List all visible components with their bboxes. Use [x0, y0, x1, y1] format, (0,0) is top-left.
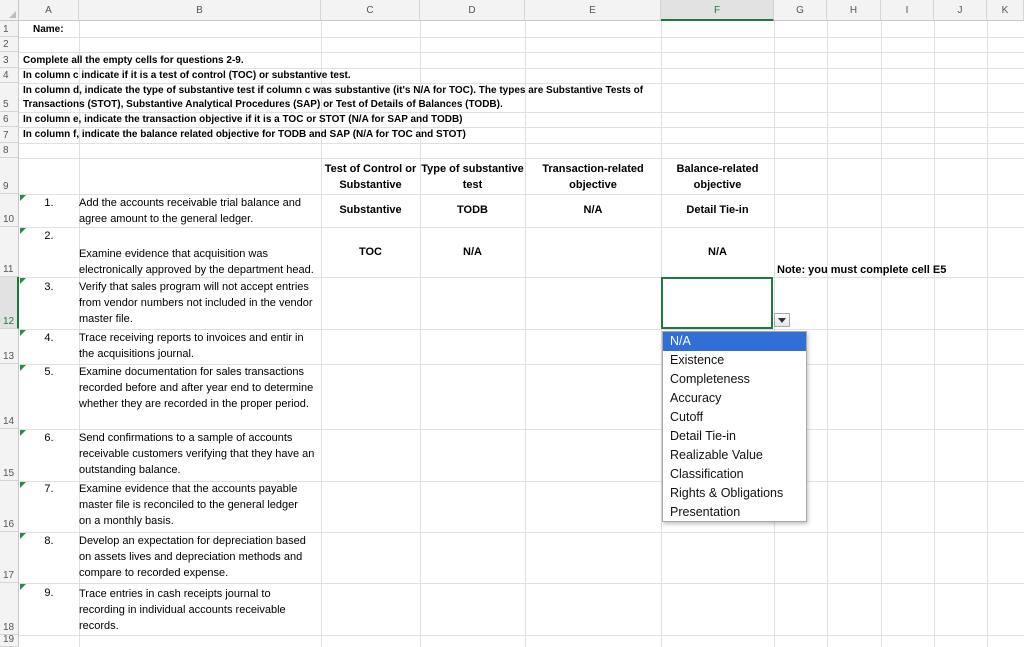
cell-f11[interactable]: N/A [708, 246, 727, 258]
row-header-1[interactable]: 1 [0, 21, 19, 37]
description-line: receivable customers verifying that they have an [79, 448, 315, 460]
cell-c11[interactable]: TOC [358, 246, 383, 258]
gridline [19, 158, 1024, 159]
header-line: Substantive [339, 179, 402, 191]
description-line: master file. [79, 313, 133, 325]
row-header-5[interactable]: 5 [0, 83, 19, 112]
item-number[interactable]: 4. [44, 332, 54, 344]
item-number[interactable]: 3. [44, 281, 54, 293]
description-line: Trace receiving reports to invoices and entir in [79, 332, 304, 344]
dropdown-option-accuracy[interactable]: Accuracy [670, 391, 722, 405]
description-line: Develop an expectation for depreciation based [79, 535, 306, 547]
cell-d11[interactable]: N/A [463, 246, 482, 258]
description-line: from vendor numbers not included in the vendor [79, 297, 313, 309]
header-line: Balance-related [676, 163, 759, 175]
item-description[interactable] [79, 481, 319, 529]
description-line: on a monthly basis. [79, 515, 174, 527]
header-line: Transaction-related [542, 163, 644, 175]
instruction-line[interactable]: Transactions (STOT), Substantive Analytical Procedures (SAP) or Test of Details of Balances (TODB). [23, 99, 503, 110]
item-number[interactable]: 7. [44, 483, 54, 495]
item-number[interactable]: 8. [44, 535, 54, 547]
dropdown-option-presentation[interactable]: Presentation [670, 505, 741, 519]
row-header-8[interactable]: 8 [0, 143, 19, 158]
instruction-line[interactable]: In column f, indicate the balance related objective for TODB and SAP (N/A for TOC and STOT) [23, 129, 466, 140]
gridline [525, 21, 526, 647]
description-line: records. [79, 620, 119, 632]
item-description[interactable] [79, 330, 319, 362]
item-number[interactable]: 9. [44, 587, 54, 599]
cell-d10[interactable]: TODB [457, 204, 488, 216]
column-header-c[interactable]: C [321, 0, 420, 21]
dropdown-option-na[interactable]: N/A [663, 332, 806, 351]
header-line: objective [693, 179, 742, 191]
item-number[interactable]: 1. [44, 197, 54, 209]
header-line: Test of Control or [324, 163, 417, 175]
header-line: objective [569, 179, 617, 191]
instruction-line[interactable]: In column e, indicate the transaction objective if it is a TOC or STOT (N/A for SAP and TODB) [23, 114, 463, 125]
header-test-type[interactable] [321, 161, 420, 193]
item-description[interactable] [79, 246, 319, 278]
row-header-9[interactable]: 9 [0, 158, 19, 194]
row-header-19[interactable]: 19 [0, 635, 19, 647]
instruction-line[interactable]: In column c indicate if it is a test of control (TOC) or substantive test. [23, 70, 351, 81]
item-description[interactable] [79, 586, 319, 634]
instruction-line[interactable]: In column d, indicate the type of substantive test if column c was substantive (it's N/A for TOC). The types are Substantive Tests of [23, 85, 644, 96]
description-line: Add the accounts receivable trial balance and [79, 197, 301, 209]
row-header-10[interactable]: 10 [0, 194, 19, 227]
validation-dropdown-list[interactable] [662, 331, 807, 522]
dropdown-option-cutoff[interactable]: Cutoff [670, 410, 704, 424]
header-balance-objective[interactable] [661, 161, 774, 193]
row-header-16[interactable]: 16 [0, 481, 19, 532]
row-header-17[interactable]: 17 [0, 532, 19, 583]
column-header-k[interactable]: K [987, 0, 1024, 21]
description-line: electronically approved by the department head. [79, 264, 314, 276]
description-line: Examine evidence that acquisition was [79, 248, 268, 260]
gridline [19, 583, 1024, 584]
item-number[interactable]: 6. [44, 432, 54, 444]
note-text[interactable]: Note: you must complete cell E5 [777, 264, 947, 276]
select-all-corner[interactable] [0, 0, 19, 21]
description-line: on assets lives and depreciation methods and [79, 551, 303, 563]
column-header-h[interactable]: H [827, 0, 881, 21]
row-header-4[interactable]: 4 [0, 68, 19, 83]
row-header-13[interactable]: 13 [0, 329, 19, 364]
row-header-2[interactable]: 2 [0, 37, 19, 52]
dropdown-option-completeness[interactable]: Completeness [670, 372, 750, 386]
gridline [934, 21, 935, 647]
gridline [19, 635, 1024, 636]
item-description[interactable] [79, 195, 319, 227]
description-line: outstanding balance. [79, 464, 181, 476]
column-header-e[interactable]: E [525, 0, 661, 21]
gridline [987, 21, 988, 647]
dropdown-option-classification[interactable]: Classification [670, 467, 744, 481]
cell-f10[interactable]: Detail Tie-in [686, 204, 749, 216]
description-line: recorded before and after year end to determine [79, 382, 314, 394]
description-line: Send confirmations to a sample of accounts [79, 432, 293, 444]
gridline [827, 21, 828, 647]
description-line: Verify that sales program will not accept entries [79, 281, 309, 293]
row-header-11[interactable]: 11 [0, 227, 19, 277]
dropdown-arrow-button[interactable] [774, 313, 790, 327]
description-line: agree amount to the general ledger. [79, 213, 254, 225]
column-header-b[interactable]: B [79, 0, 321, 21]
gridline [19, 227, 1024, 228]
name-label[interactable]: Name: [33, 24, 64, 35]
description-line: Examine evidence that the accounts payable [79, 483, 298, 495]
description-line: Trace entries in cash receipts journal to [79, 588, 271, 600]
item-description[interactable] [79, 533, 319, 581]
row-header-3[interactable]: 3 [0, 52, 19, 68]
description-line: compare to recorded expense. [79, 567, 229, 579]
item-number[interactable]: 2. [44, 230, 54, 242]
row-header-6[interactable]: 6 [0, 112, 19, 127]
dropdown-option-existence[interactable]: Existence [670, 353, 725, 367]
description-line: the acquisitions journal. [79, 348, 194, 360]
gridline [881, 21, 882, 647]
row-header-15[interactable]: 15 [0, 429, 19, 481]
gridline [19, 143, 1024, 144]
cell-e10[interactable]: N/A [583, 204, 603, 216]
row-header-12[interactable]: 12 [0, 277, 19, 329]
row-header-7[interactable]: 7 [0, 127, 19, 143]
item-number[interactable]: 5. [44, 366, 54, 378]
header-transaction-objective[interactable] [525, 161, 661, 193]
header-substantive-type[interactable] [420, 161, 525, 193]
column-header-i[interactable]: I [881, 0, 934, 21]
header-line: test [462, 179, 483, 191]
description-line: whether they are recorded in the proper period. [79, 398, 309, 410]
description-line: recording in individual accounts receivable [79, 604, 286, 616]
column-header-j[interactable]: J [934, 0, 987, 21]
selected-cell-f12[interactable] [661, 277, 773, 329]
column-header-a[interactable]: A [19, 0, 79, 21]
item-description[interactable] [79, 364, 319, 412]
column-header-f[interactable]: F [661, 0, 774, 21]
column-header-g[interactable]: G [774, 0, 827, 21]
row-header-18[interactable]: 18 [0, 583, 19, 635]
dropdown-option-rights-obligations[interactable]: Rights & Obligations [670, 486, 784, 500]
description-line: Examine documentation for sales transactions [79, 366, 305, 378]
item-description[interactable] [79, 430, 319, 478]
item-description[interactable] [79, 279, 319, 327]
row-header-14[interactable]: 14 [0, 364, 19, 429]
gridline [19, 37, 1024, 38]
header-line: Type of substantive [421, 163, 524, 175]
cell-c10[interactable]: Substantive [339, 204, 402, 216]
dropdown-option-realizable-value[interactable]: Realizable Value [670, 448, 763, 462]
dropdown-option-detail-tie-in[interactable]: Detail Tie-in [670, 429, 736, 443]
instruction-line[interactable]: Complete all the empty cells for questions 2-9. [23, 55, 244, 66]
description-line: master file is reconciled to the general ledger [79, 499, 298, 511]
column-header-d[interactable]: D [420, 0, 525, 21]
